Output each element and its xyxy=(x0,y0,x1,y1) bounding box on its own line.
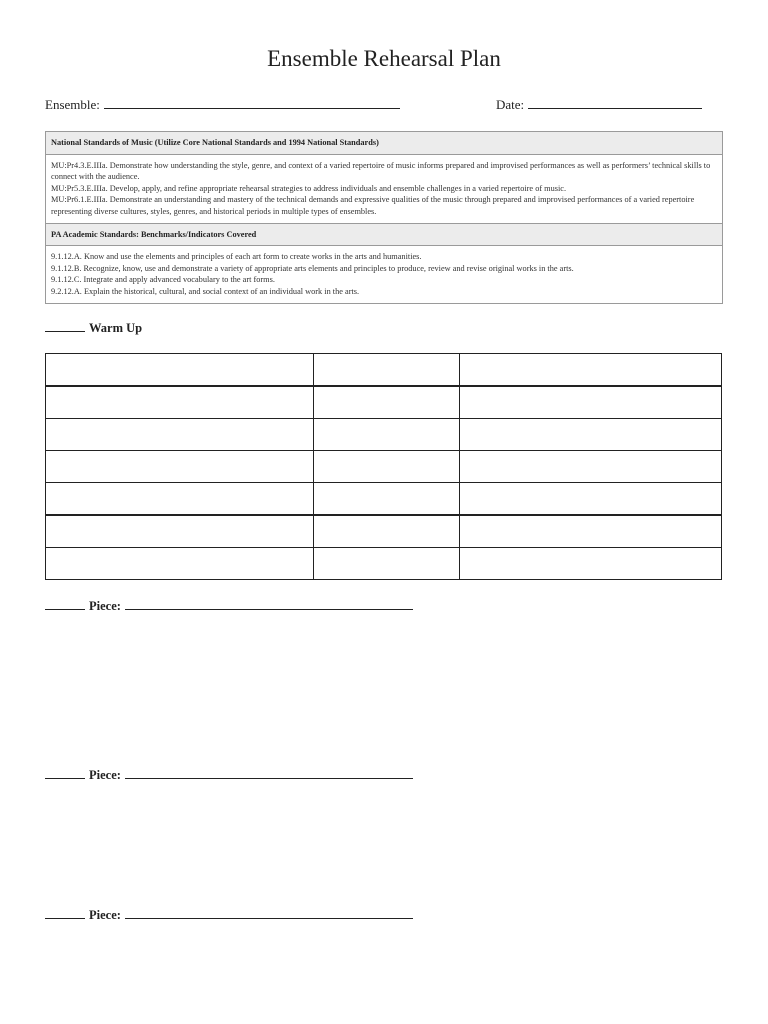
table-row xyxy=(46,548,722,580)
standards-box xyxy=(45,131,723,304)
warm-up-blank[interactable] xyxy=(45,320,85,332)
ensemble-field xyxy=(45,96,400,113)
table-row xyxy=(46,419,722,451)
piece-title-blank[interactable] xyxy=(125,767,413,779)
table-cell[interactable] xyxy=(460,419,722,451)
date-blank[interactable] xyxy=(528,96,702,109)
table-cell[interactable] xyxy=(46,419,314,451)
table-cell[interactable] xyxy=(460,515,722,548)
music-standard-item: MU:Pr4.3.E.IIIa. Demonstrate how understanding the style, genre, and context of a varied repertoire of music informs prepared and improvised performances as well as performers’ technical skills to connect with the audience. xyxy=(51,160,711,182)
table-cell[interactable] xyxy=(314,354,460,387)
table-cell[interactable] xyxy=(460,483,722,516)
page-title: Ensemble Rehearsal Plan xyxy=(267,46,501,71)
piece-label: Piece: xyxy=(89,768,121,782)
piece-heading xyxy=(45,767,413,783)
music-standards-list xyxy=(46,155,722,224)
table-cell[interactable] xyxy=(460,354,722,387)
table-row xyxy=(46,354,722,387)
table-cell[interactable] xyxy=(46,354,314,387)
table-cell[interactable] xyxy=(46,483,314,516)
table-row xyxy=(46,386,722,419)
piece-label: Piece: xyxy=(89,599,121,613)
table-cell[interactable] xyxy=(314,548,460,580)
table-cell[interactable] xyxy=(314,515,460,548)
table-cell[interactable] xyxy=(314,419,460,451)
date-label: Date: xyxy=(496,97,525,112)
pa-standard-item: 9.1.12.A. Know and use the elements and principles of each art form to create works in the arts and humanities. xyxy=(51,252,422,262)
warm-up-label: Warm Up xyxy=(89,321,143,335)
ensemble-label: Ensemble: xyxy=(45,97,100,112)
piece-check-blank[interactable] xyxy=(45,907,85,919)
warm-up-heading xyxy=(45,320,142,336)
piece-heading xyxy=(45,907,413,923)
music-standard-item: MU:Pr6.1.E.IIIa. Demonstrate an understanding and mastery of the technical demands and expressive qualities of the music through prepared and improvised performances of a varied repertoire representing diverse cultures, styles, genres, and historical periods in multiple types of ensembles. xyxy=(51,195,695,216)
pa-standards-list xyxy=(46,246,722,302)
piece-title-blank[interactable] xyxy=(125,907,413,919)
music-standards-header: National Standards of Music (Utilize Core National Standards and 1994 National Standards) xyxy=(46,132,722,155)
table-cell[interactable] xyxy=(46,548,314,580)
music-standard-item: MU:Pr5.3.E.IIIa. Develop, apply, and refine appropriate rehearsal strategies to address individuals and ensemble challenges in a varied repertoire of music. xyxy=(51,183,567,193)
pa-standard-item: 9.1.12.C. Integrate and apply advanced vocabulary to the art forms. xyxy=(51,275,275,285)
piece-label: Piece: xyxy=(89,908,121,922)
pa-standards-header: PA Academic Standards: Benchmarks/Indicators Covered xyxy=(46,224,722,247)
table-cell[interactable] xyxy=(46,451,314,483)
table-cell[interactable] xyxy=(460,386,722,419)
piece-check-blank[interactable] xyxy=(45,767,85,779)
table-cell[interactable] xyxy=(46,386,314,419)
piece-check-blank[interactable] xyxy=(45,598,85,610)
table-cell[interactable] xyxy=(460,548,722,580)
ensemble-blank[interactable] xyxy=(104,96,400,109)
warm-up-table xyxy=(45,353,722,580)
table-cell[interactable] xyxy=(46,515,314,548)
pa-standard-item: 9.1.12.B. Recognize, know, use and demonstrate a variety of appropriate arts elements and principles to produce, review and revise original works in the arts. xyxy=(51,263,574,273)
table-row xyxy=(46,515,722,548)
pa-standard-item: 9.2.12.A. Explain the historical, cultural, and social context of an individual work in the arts. xyxy=(51,286,360,296)
table-cell[interactable] xyxy=(460,451,722,483)
date-field xyxy=(496,96,702,113)
piece-title-blank[interactable] xyxy=(125,598,413,610)
table-cell[interactable] xyxy=(314,451,460,483)
table-row xyxy=(46,451,722,483)
table-row xyxy=(46,483,722,516)
table-cell[interactable] xyxy=(314,483,460,516)
piece-heading xyxy=(45,598,413,614)
table-cell[interactable] xyxy=(314,386,460,419)
